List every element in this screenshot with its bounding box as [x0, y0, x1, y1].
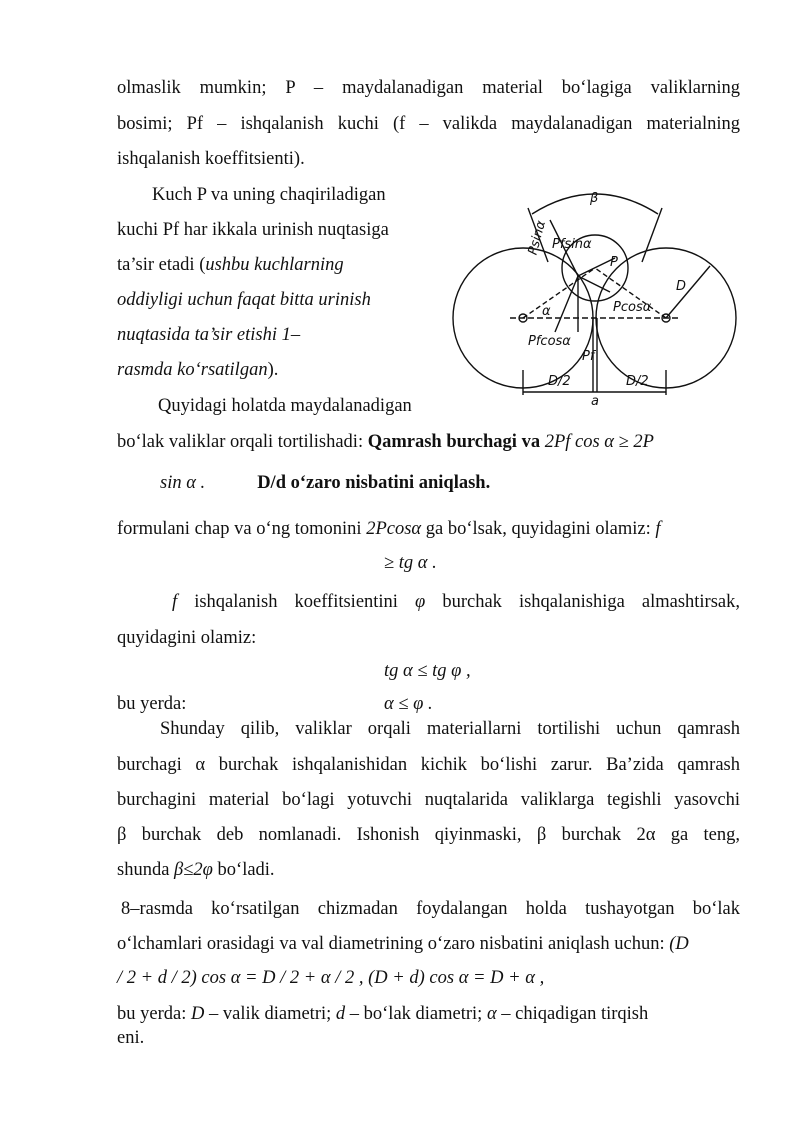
pfcosa-label: Pfcosα: [528, 334, 571, 349]
pfsina-label: Pfsinα: [552, 237, 592, 252]
text-line: shunda β≤2φ bo‘ladi.: [117, 860, 275, 880]
alpha-label: α: [542, 304, 551, 319]
half-diameter-right-label: D/2: [626, 374, 649, 389]
rollers-svg: [450, 180, 750, 412]
diameter-label: D: [676, 279, 687, 294]
text-line: bosimi; Pf – ishqalanish kuchi (f – valikda maydalanadigan materialning: [117, 114, 740, 134]
p-label: P: [610, 255, 618, 270]
text-line: bo‘lak valiklar orqali tortilishadi: Qamrash burchagi va 2Pf cos α ≥ 2P: [117, 432, 654, 452]
formula: / 2 + d / 2) cos α = D / 2 + α / 2 , (D + d) cos α = D + α ,: [117, 968, 545, 988]
text-line: bu yerda: D – valik diametri; d – bo‘lak diametri; α – chiqadigan tirqish: [117, 1004, 649, 1024]
text-line: burchagini material bo‘lagi yotuvchi nuqtalarida valiklarga tegishli yasovchi: [117, 790, 740, 810]
text-line: kuchi Pf har ikkala urinish nuqtasiga: [117, 220, 389, 240]
text-line: oddiyligi uchun faqat bitta urinish: [117, 290, 371, 310]
half-diameter-left-label: D/2: [548, 374, 571, 389]
formula: tg α ≤ tg φ ,: [384, 661, 471, 681]
rollers-diagram: [450, 180, 750, 412]
text-line: quyidagini olamiz:: [117, 628, 257, 648]
pcosa-label: Pcosα: [613, 300, 652, 315]
text-line: olmaslik mumkin; P – maydalanadigan material bo‘lagiga valiklarning: [117, 78, 740, 98]
text-line: formulani chap va o‘ng tomonini 2Pcosα ga bo‘lsak, quyidagini olamiz: f: [117, 519, 661, 539]
text-line: ishqalanish koeffitsienti).: [117, 149, 305, 169]
text-line: β burchak deb nomlanadi. Ishonish qiyinmaski, β burchak 2α ga teng,: [117, 825, 740, 845]
text-line: f ishqalanish koeffitsientini φ burchak ishqalanishiga almashtirsak,: [172, 592, 740, 612]
text-line: Quyidagi holatda maydalanadigan: [158, 396, 412, 416]
text-line: nuqtasida ta’sir etishi 1–: [117, 325, 301, 345]
text-line: sin α . D/d o‘zaro nisbatini aniqlash.: [160, 473, 491, 493]
text-line: o‘lchamlari orasidagi va val diametrining o‘zaro nisbatini aniqlash uchun: (D: [117, 934, 689, 954]
beta-label: β: [590, 191, 599, 206]
text-line: rasmda ko‘rsatilgan).: [117, 360, 279, 380]
text-line: eni.: [117, 1028, 145, 1048]
text-line: Shunday qilib, valiklar orqali materiallarni tortilishi uchun qamrash: [160, 719, 740, 739]
gap-label: a: [591, 394, 599, 409]
text-line: burchagi α burchak ishqalanishidan kichik bo‘lishi zarur. Ba’zida qamrash: [117, 755, 740, 775]
text-line: Kuch P va uning chaqiriladigan: [152, 185, 386, 205]
formula: ≥ tg α .: [384, 553, 437, 573]
formula: α ≤ φ .: [384, 694, 433, 714]
psina-label: Psinα: [525, 218, 550, 257]
pf-label: Pf: [582, 349, 595, 364]
text-line: bu yerda:: [117, 694, 187, 714]
text-line: ta’sir etadi (ushbu kuchlarning: [117, 255, 344, 275]
text-line: 8–rasmda ko‘rsatilgan chizmadan foydalangan holda tushayotgan bo‘lak: [121, 899, 740, 919]
